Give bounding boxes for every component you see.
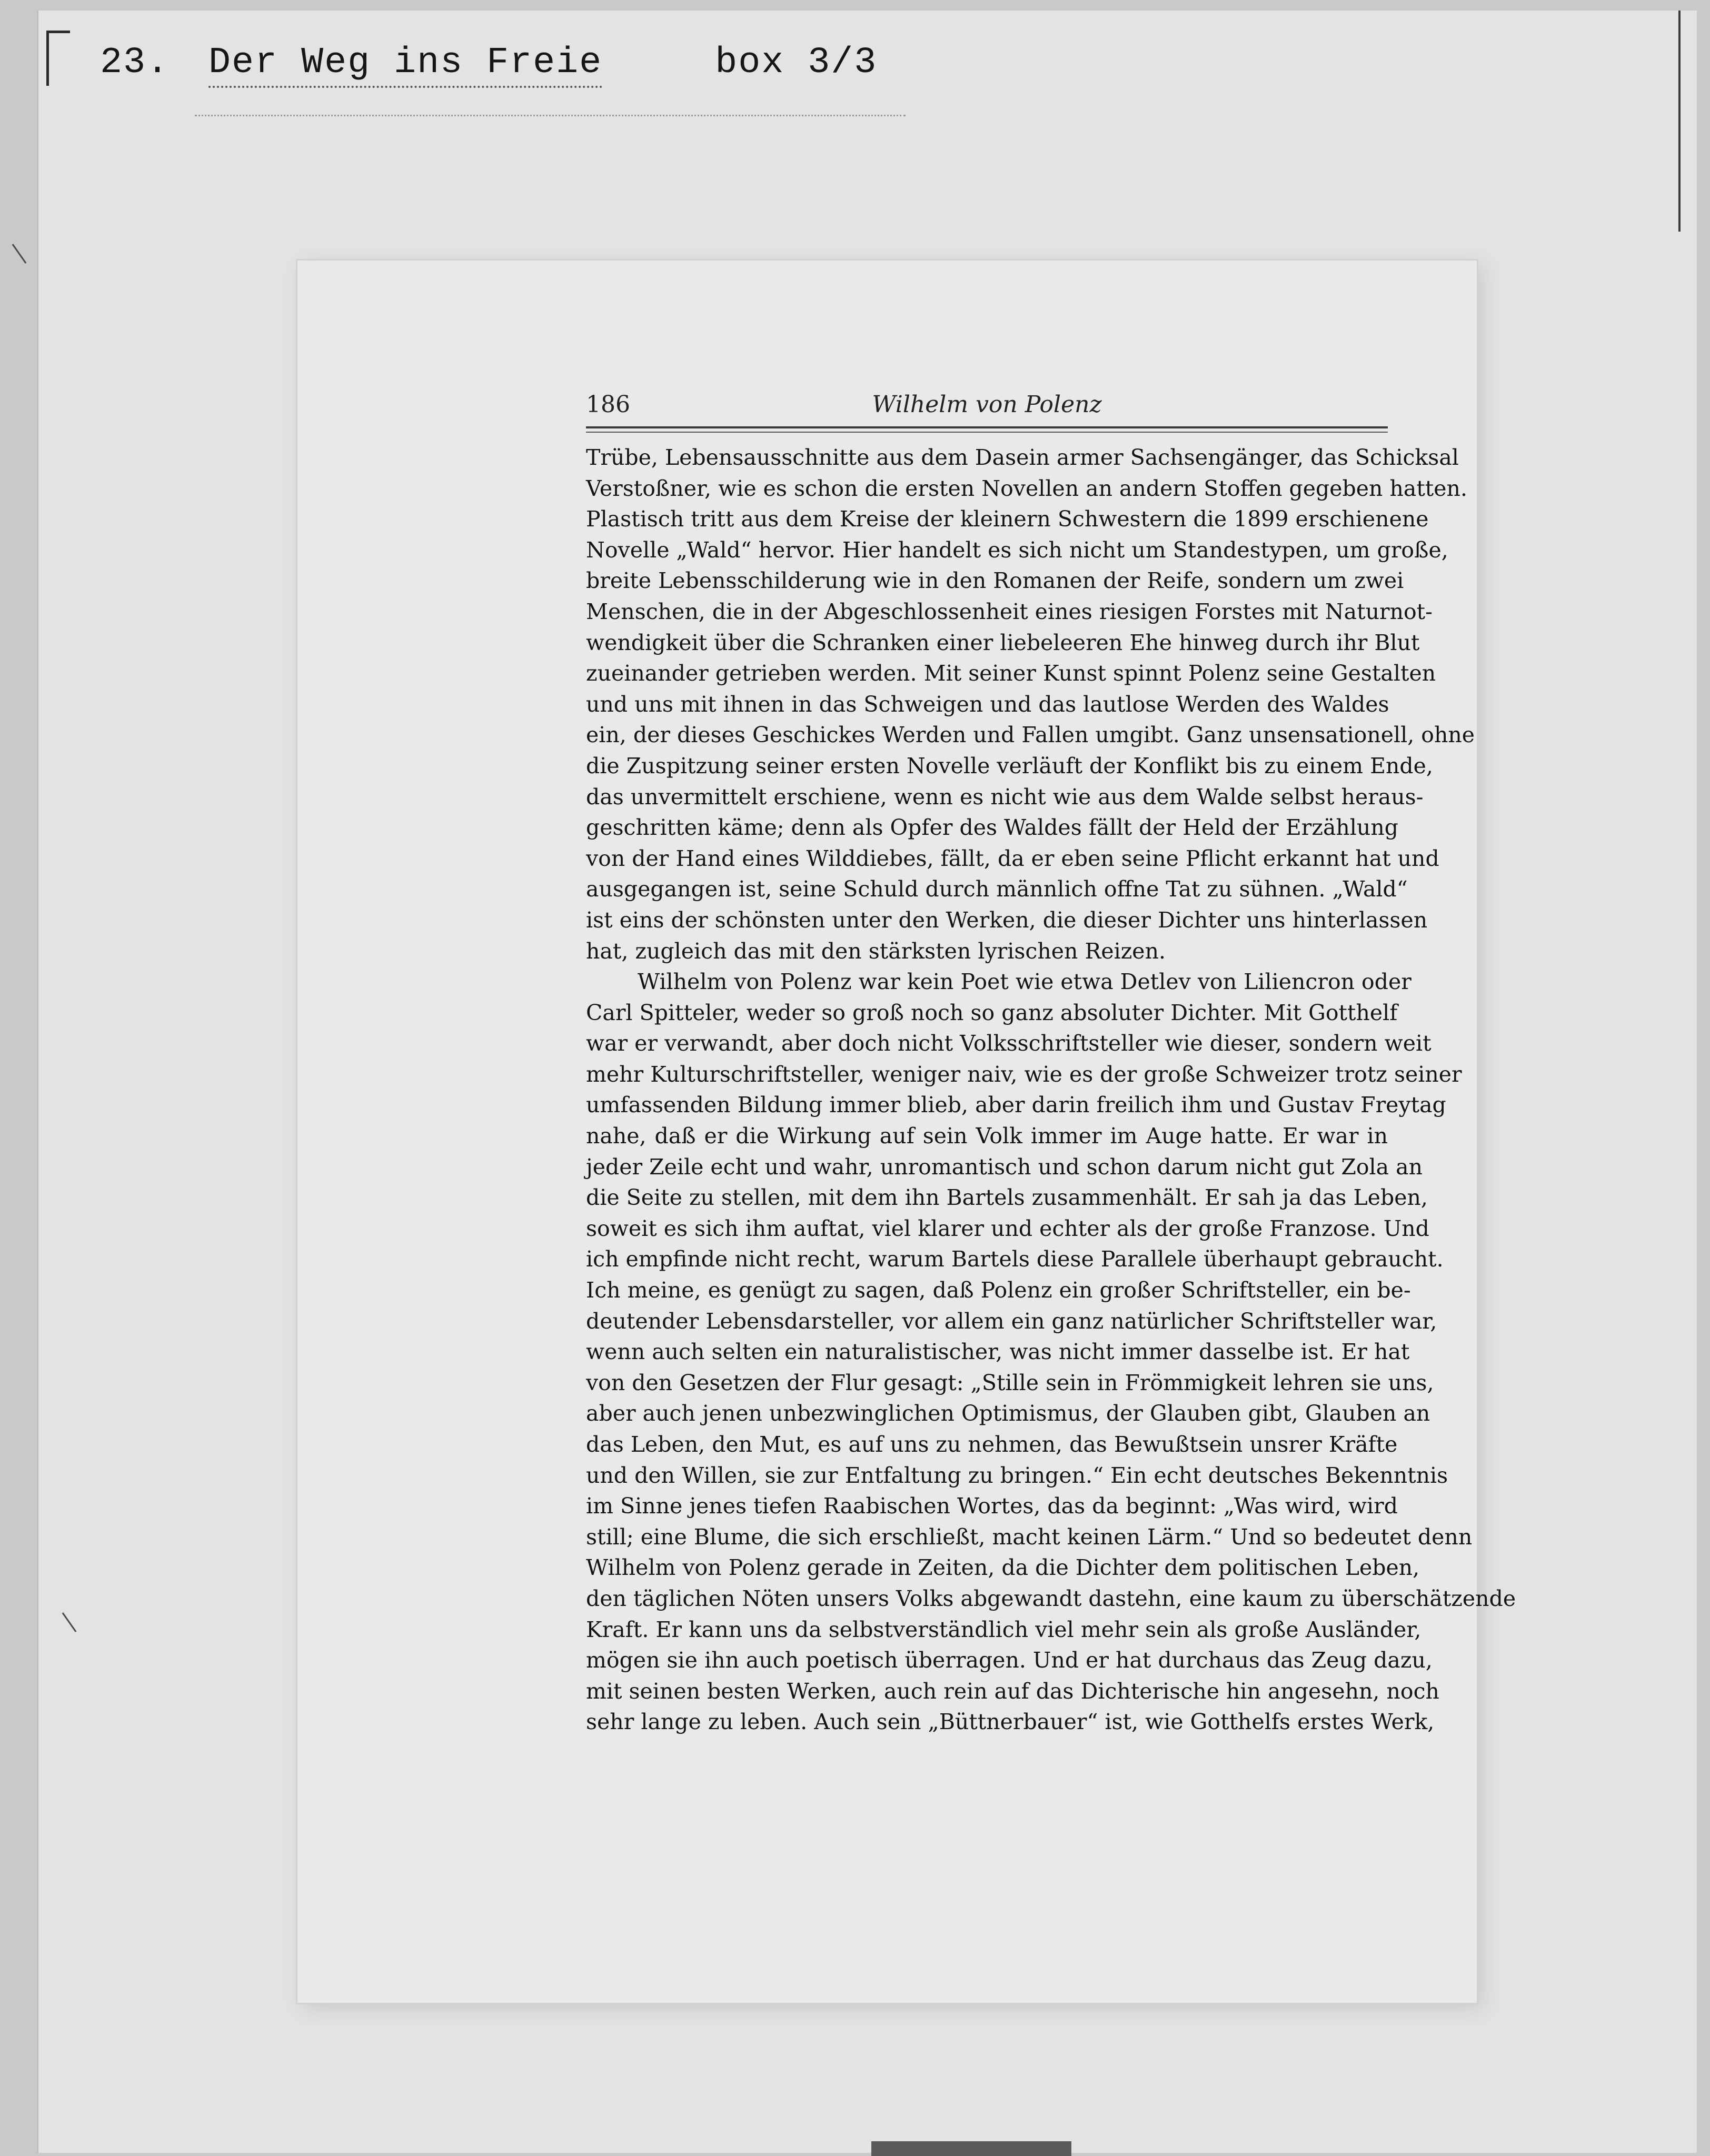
text-line: Plastisch tritt aus dem Kreise der kleinern Schwestern die 1899 erschienene bbox=[586, 506, 1429, 532]
text-line: war er verwandt, aber doch nicht Volksschriftsteller wie dieser, sondern weit bbox=[586, 1031, 1431, 1056]
text-line: und den Willen, sie zur Entfaltung zu bringen.“ Ein echt deutsches Bekenntnis bbox=[586, 1462, 1448, 1488]
header-rule-thin bbox=[586, 432, 1388, 433]
text-line: im Sinne jenes tiefen Raabischen Wortes, das da beginnt: „Was wird, wird bbox=[586, 1493, 1398, 1519]
text-line: die Zuspitzung seiner ersten Novelle verläuft der Konflikt bis zu einem Ende, bbox=[586, 753, 1433, 778]
text-line: das unvermittelt erschiene, wenn es nicht wie aus dem Walde selbst heraus- bbox=[586, 784, 1424, 810]
text-line: still; eine Blume, die sich erschließt, macht keinen Lärm.“ Und so bedeutet denn bbox=[586, 1524, 1473, 1550]
page-number: 186 bbox=[586, 391, 630, 418]
text-line: ausgegangen ist, seine Schuld durch männlich offne Tat zu sühnen. „Wald“ bbox=[586, 876, 1408, 902]
text-line: Kraft. Er kann uns da selbstverständlich viel mehr sein als große Ausländer, bbox=[586, 1616, 1421, 1642]
text-line: breite Lebensschilderung wie in den Romanen der Reife, sondern um zwei bbox=[586, 568, 1404, 594]
corner-bracket-mark bbox=[46, 31, 70, 86]
text-line: Wilhelm von Polenz war kein Poet wie etwa Detlev von Liliencron oder bbox=[638, 969, 1411, 995]
header-dotted-rule bbox=[195, 115, 906, 116]
item-number: 23. bbox=[100, 42, 170, 84]
text-line: umfassenden Bildung immer blieb, aber darin freilich ihm und Gustav Freytag bbox=[586, 1092, 1446, 1118]
text-line: die Seite zu stellen, mit dem ihn Bartels zusammenhält. Er sah ja das Leben, bbox=[586, 1185, 1428, 1211]
text-line: zueinander getrieben werden. Mit seiner Kunst spinnt Polenz seine Gestalten bbox=[586, 661, 1436, 686]
text-line: und uns mit ihnen in das Schweigen und das lautlose Werden des Waldes bbox=[586, 691, 1389, 717]
text-line: ist eins der schönsten unter den Werken, die dieser Dichter uns hinterlassen bbox=[586, 907, 1428, 933]
text-line: Verstoßner, wie es schon die ersten Novellen an andern Stoffen gegeben hatten. bbox=[586, 475, 1467, 501]
text-line: den täglichen Nöten unsers Volks abgewandt dastehn, eine kaum zu überschätzende bbox=[586, 1585, 1516, 1611]
text-line: Novelle „Wald“ hervor. Hier handelt es sich nicht um Standestypen, um große, bbox=[586, 537, 1448, 563]
text-line: Ich meine, es genügt zu sagen, daß Polenz ein großer Schriftsteller, ein be- bbox=[586, 1277, 1411, 1303]
bottom-tab bbox=[871, 2141, 1071, 2156]
book-page bbox=[297, 261, 1516, 2003]
text-line: das Leben, den Mut, es auf uns zu nehmen, das Bewußtsein unsrer Kräfte bbox=[586, 1432, 1398, 1457]
header-rule bbox=[586, 426, 1388, 428]
item-title: Der Weg ins Freie bbox=[208, 42, 602, 88]
running-head: Wilhelm von Polenz bbox=[872, 391, 1102, 418]
text-line: wenn auch selten ein naturalistischer, was nicht immer dasselbe ist. Er hat bbox=[586, 1339, 1410, 1365]
text-line: mit seinen besten Werken, auch rein auf das Dichterische hin angesehn, noch bbox=[586, 1678, 1439, 1704]
text-line: sehr lange zu leben. Auch sein „Büttnerbauer“ ist, wie Gotthelfs erstes Werk, bbox=[586, 1709, 1435, 1735]
text-line: geschritten käme; denn als Opfer des Waldes fällt der Held der Erzählung bbox=[586, 815, 1398, 841]
text-line: Menschen, die in der Abgeschlossenheit eines riesigen Forstes mit Naturnot- bbox=[586, 598, 1433, 624]
text-line: Wilhelm von Polenz gerade in Zeiten, da die Dichter dem politischen Leben, bbox=[586, 1555, 1420, 1581]
page-header bbox=[586, 391, 1388, 423]
text-line: Trübe, Lebensausschnitte aus dem Dasein armer Sachsengänger, das Schicksal bbox=[586, 445, 1459, 470]
text-line: mehr Kulturschriftsteller, weniger naiv, wie es der große Schweizer trotz seiner bbox=[586, 1061, 1462, 1087]
archive-header bbox=[100, 42, 877, 84]
text-line: von den Gesetzen der Flur gesagt: „Stille sein in Frömmigkeit lehren sie uns, bbox=[586, 1370, 1434, 1395]
body-text bbox=[586, 442, 1516, 1738]
text-line: aber auch jenen unbezwinglichen Optimismus, der Glauben gibt, Glauben an bbox=[586, 1401, 1430, 1426]
text-line: von der Hand eines Wilddiebes, fällt, da er eben seine Pflicht erkannt hat und bbox=[586, 845, 1439, 871]
box-label: box 3/3 bbox=[715, 42, 878, 84]
text-line: deutender Lebensdarsteller, vor allem ein ganz natürlicher Schriftsteller war, bbox=[586, 1308, 1437, 1334]
scan-scratch bbox=[12, 244, 27, 264]
text-line: soweit es sich ihm auftat, viel klarer und echter als der große Franzose. Und bbox=[586, 1215, 1429, 1241]
text-line: Carl Spitteler, weder so groß noch so ganz absoluter Dichter. Mit Gotthelf bbox=[586, 1000, 1398, 1025]
card-edge-line bbox=[1678, 11, 1681, 232]
text-line: nahe, daß er die Wirkung auf sein Volk immer im Auge hatte. Er war in bbox=[586, 1123, 1388, 1149]
text-line: ich empfinde nicht recht, warum Bartels diese Parallele überhaupt gebraucht. bbox=[586, 1246, 1444, 1272]
text-line: hat, zugleich das mit den stärksten lyrischen Reizen. bbox=[586, 938, 1166, 964]
text-line: jeder Zeile echt und wahr, unromantisch und schon darum nicht gut Zola an bbox=[586, 1154, 1423, 1180]
text-line: ein, der dieses Geschickes Werden und Fallen umgibt. Ganz unsensationell, ohne bbox=[586, 722, 1475, 748]
text-line: wendigkeit über die Schranken einer liebeleeren Ehe hinweg durch ihr Blut bbox=[586, 630, 1420, 655]
text-line: mögen sie ihn auch poetisch überragen. Und er hat durchaus das Zeug dazu, bbox=[586, 1648, 1433, 1673]
